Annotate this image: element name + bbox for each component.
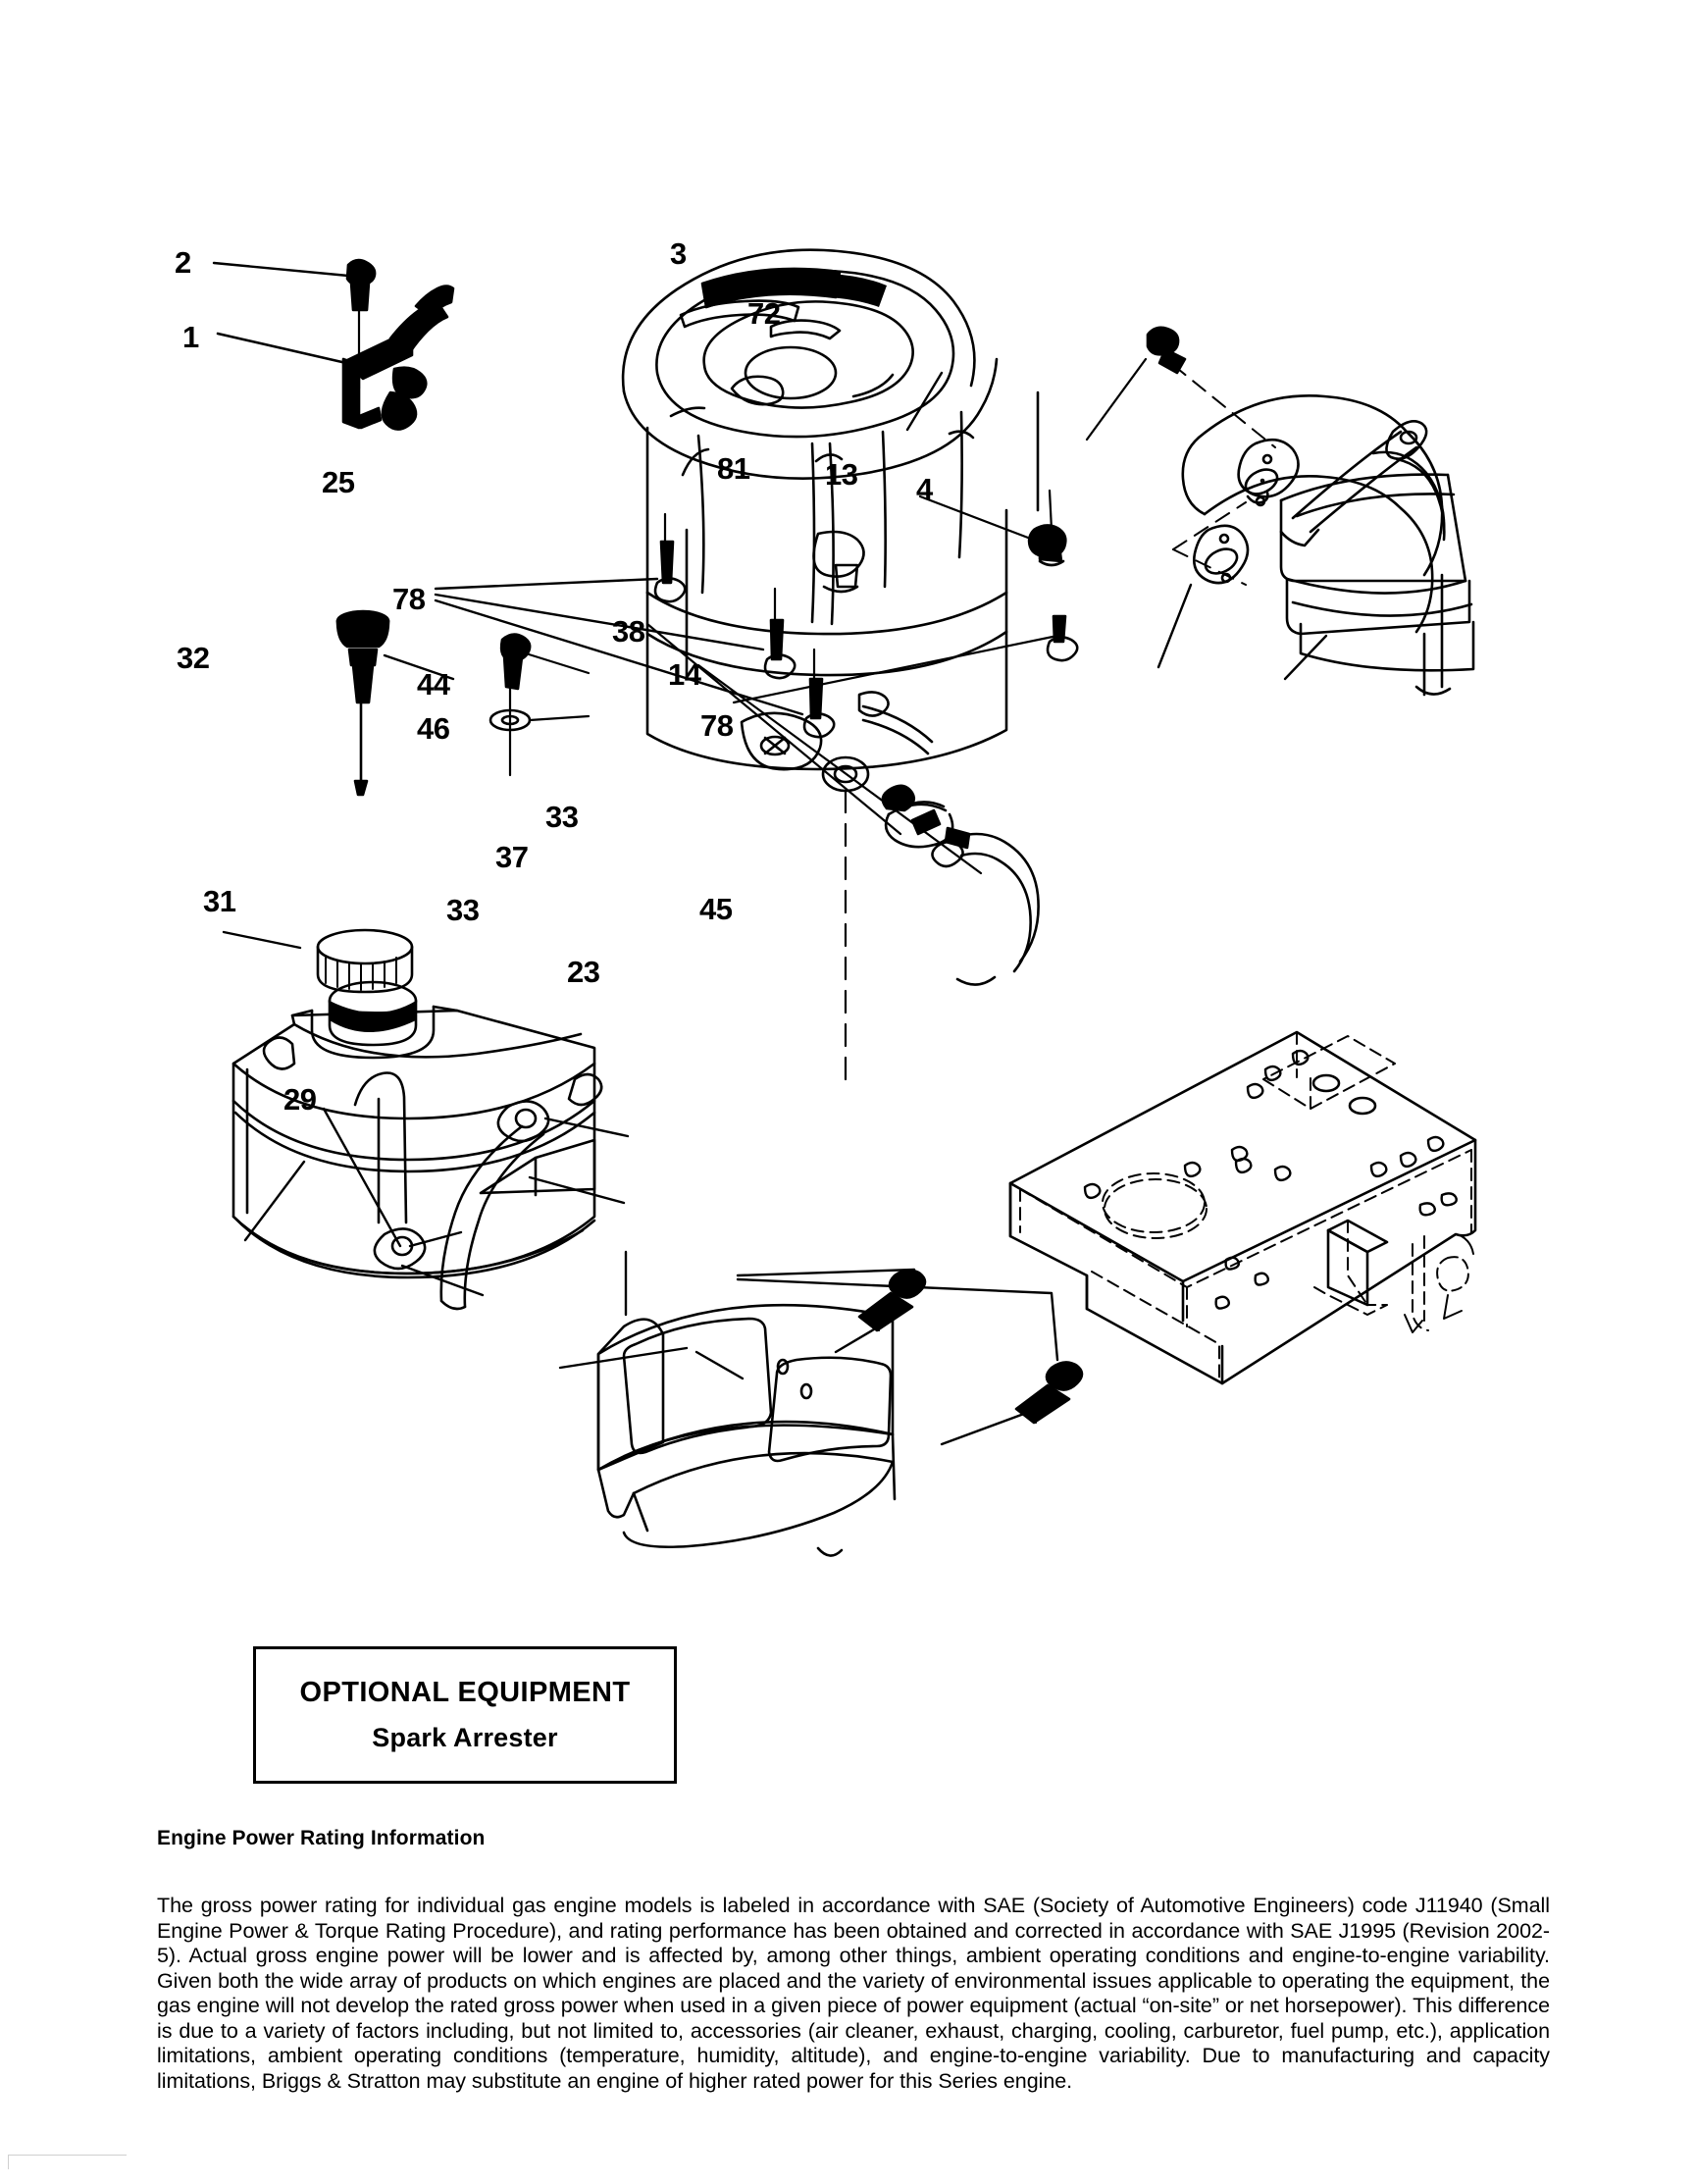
callout-72: 72 [747,296,781,331]
part-throttle-bracket [214,260,453,429]
callout-1: 1 [182,320,199,354]
callout-81: 81 [717,451,750,486]
callout-2: 2 [175,245,191,280]
callout-29: 29 [283,1082,317,1117]
callout-23: 23 [567,955,600,989]
optional-equipment-title: OPTIONAL EQUIPMENT [299,1677,631,1708]
callout-45: 45 [699,892,733,926]
callout-37: 37 [495,840,529,874]
callout-78-right: 78 [700,708,734,743]
engine-power-rating-section [157,1827,1550,2094]
callout-3: 3 [670,236,687,271]
callout-13: 13 [825,457,858,492]
callout-25: 25 [322,465,355,499]
optional-equipment-box [253,1646,677,1784]
part-bolts-45 [738,1270,1082,1444]
part-muffler-bolt-72 [1087,328,1275,447]
part-fuel-tank [224,930,601,1277]
callout-14: 14 [668,657,701,692]
part-nut-81 [920,491,1065,565]
callout-4: 4 [916,472,933,506]
part-chassis-frame [1010,1032,1475,1383]
part-dipstick [337,611,453,795]
callout-33-upper: 33 [545,800,579,834]
callout-38: 38 [612,614,645,649]
part-heat-shield-23 [560,1252,895,1556]
callout-33-lower: 33 [446,893,480,927]
part-bolt-44-washer-46 [490,635,589,775]
callout-46: 46 [417,711,450,746]
leader-29 [324,1109,400,1246]
power-rating-body: The gross power rating for individual gas engine models is labeled in accordance with SAE (Society of Automotive Engineers) code J11940 (Small Engine Power & Torque Rating Procedure), and rating performance has been obtained and corrected in accordance with SAE J1995 (Revision 2002-5). Actual gross engine power will be lower and is affected by, among other things, ambient operating conditions and engine-to-engine variability. Given both the wide array of products on which engines are placed and the variety of environmental issues applicable to operating the equipment, the gas engine will not develop the rated gross power when used in a given piece of power equipment (actual “on-site” or net horsepower). This difference is due to a variety of factors including, but not limited to, accessories (air cleaner, exhaust, charging, cooling, carburetor, fuel pump, etc.), application limitations, ambient operating conditions (temperature, humidity, altitude), and engine-to-engine variability. Due to manufacturing and capacity limitations, Briggs & Stratton may substitute an engine of higher rated power for this Series engine. [157,1894,1550,2093]
page-corner-tick [8,2155,127,2169]
part-fuel-filter-and-hose [642,624,1039,985]
callout-32: 32 [177,641,210,675]
part-muffler-assembly [1158,395,1473,695]
callout-78-left: 78 [392,582,426,616]
optional-equipment-subtitle: Spark Arrester [372,1723,558,1752]
callout-44: 44 [417,667,450,702]
power-rating-heading: Engine Power Rating Information [157,1827,486,1849]
callout-31: 31 [203,884,236,918]
